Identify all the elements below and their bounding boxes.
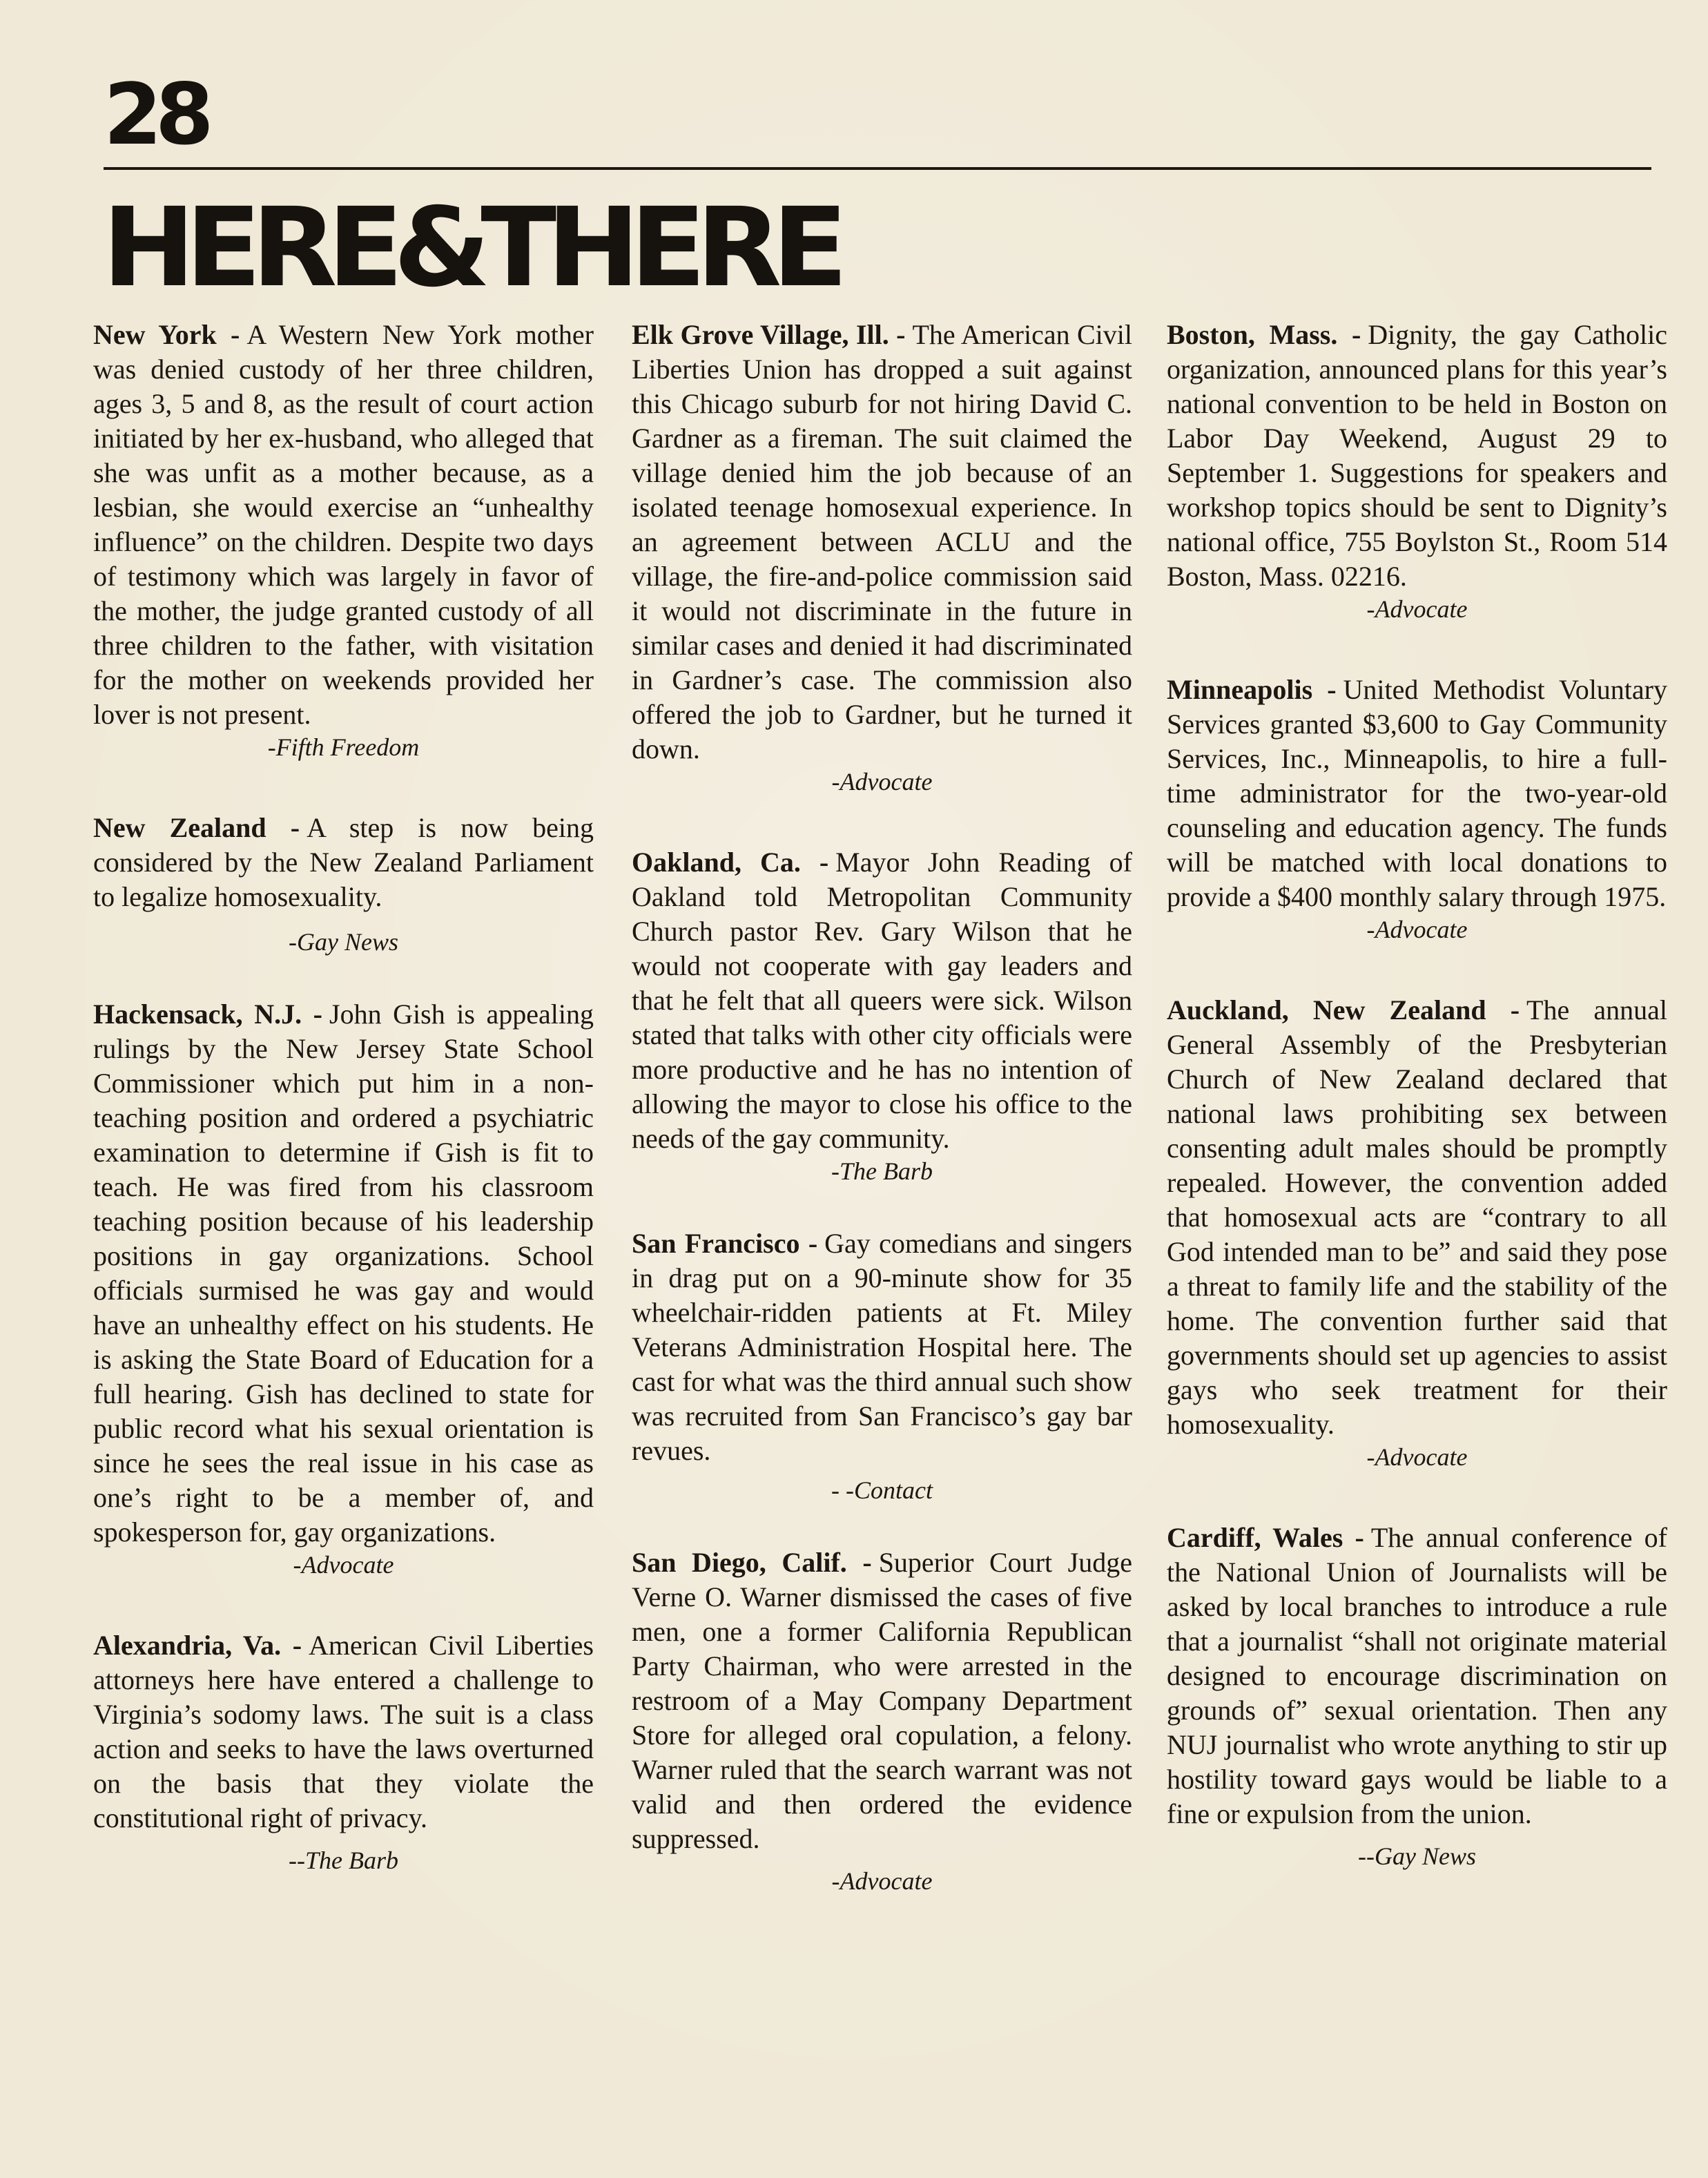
story-body: The annual conference of the National Union of Journalists will be asked by local branches to introduce a rule that a journalist “shall not originate material designed to encourage discrimination on grounds of” sexual orientation. Then any NUJ journalist who wrote anything to stir up hostility toward gays would be liable to a fine or expulsion from the union.: [1167, 1522, 1667, 1829]
story-text: [1167, 1521, 1667, 1831]
story-text: [93, 318, 594, 732]
story-boston: [1167, 318, 1667, 624]
story-body: A step is now being considered by the New Zealand Parliament to legalize homosexuality.: [93, 812, 594, 912]
story-alexandria: [93, 1628, 594, 1876]
story-source: -Advocate: [831, 768, 933, 796]
story-source: -Advocate: [831, 1867, 933, 1895]
story-text: [1167, 993, 1667, 1442]
story-dateline: New York -: [93, 319, 240, 350]
story-dateline: Boston, Mass. -: [1167, 319, 1361, 350]
story-dateline: Alexandria, Va. -: [93, 1630, 302, 1661]
story-dateline: Elk Grove Village, Ill. -: [632, 319, 906, 350]
story-body: American Civil Liberties attorneys here have entered a challenge to Virginia’s sodomy laws. The suit is a class action and seeks to have the laws overturned on the basis that they violate the constitutional right of privacy.: [93, 1630, 594, 1833]
story-source: -Gay News: [289, 928, 398, 956]
story-dateline: Cardiff, Wales -: [1167, 1522, 1364, 1553]
story-auckland: [1167, 993, 1667, 1472]
story-dateline: San Francisco -: [632, 1228, 818, 1259]
story-elk-grove: [632, 318, 1132, 797]
story-text: [1167, 318, 1667, 594]
story-san-francisco: [632, 1226, 1132, 1505]
story-body: John Gish is appealing rulings by the New Jersey State School Commissioner which put him in a non-teaching position and ordered a psychiatric examination to determine if Gish is fit to teach. He was fired from his classroom teaching position because of his leadership positions in gay organizations. School officials surmised he was gay and would have an unhealthy effect on his students. He is asking the State Board of Education for a full hearing. Gish has declined to state for public record what his sexual orientation is since he sees the real issue in his case as one’s right to be a member of, and spokesperson for, gay organizations.: [93, 999, 594, 1548]
story-source: -Advocate: [1366, 1443, 1468, 1471]
story-hackensack: [93, 997, 594, 1580]
story-dateline: Hackensack, N.J. -: [93, 999, 323, 1030]
story-text: [632, 318, 1132, 767]
story-text: [632, 845, 1132, 1156]
story-dateline: San Diego, Calif. -: [632, 1547, 872, 1578]
section-title: HERE&THERE: [102, 184, 838, 311]
story-cardiff: [1167, 1521, 1667, 1871]
story-dateline: Auckland, New Zealand -: [1167, 994, 1520, 1025]
story-body: Superior Court Judge Verne O. Warner dismissed the cases of five men, one a former California Republican Party Chairman, who were arrested in the restroom of a May Company Department Store for alleged oral copulation, a felony. Warner ruled that the search warrant was not valid and then ordered the evidence suppressed.: [632, 1547, 1132, 1854]
story-body: The American Civil Liberties Union has dropped a suit against this Chicago suburb for not hiring David C. Gardner as a fireman. The suit claimed the village denied him the job because of an isolated teenage homosexual experience. In an agreement between ACLU and the village, the fire-and-police commission said it would not discriminate in the future in similar cases and denied it had discriminated in Gardner’s case. The commission also offered the job to Gardner, but he turned it down.: [632, 319, 1133, 764]
story-body: A Western New York mother was denied custody of her three children, ages 3, 5 and 8, as the result of court action initiated by her ex-husband, who alleged that she was unfit as a mother because, as a lesbian, she would exercise an “unhealthy influence” on the children. Despite two days of testimony which was largely in favor of the mother, the judge granted custody of all three children to the father, with visitation for the mother on weekends provided her lover is not present.: [93, 319, 594, 730]
story-body: The annual General Assembly of the Presbyterian Church of New Zealand declared that national laws prohibiting sex between consenting adult males should be promptly repealed. However, the convention added that homosexual acts are “contrary to all God intended man to be” and said they pose a threat to family life and the stability of the home. The convention further said that governments should set up agencies to assist gays who seek treatment for their homosexuality.: [1167, 994, 1667, 1440]
story-body: United Methodist Voluntary Services granted $3,600 to Gay Community Services, Inc., Minneapolis, to hire a full-time administrator for the two-year-old counseling and education agency. The funds will be matched with local donations to provide a $400 monthly salary through 1975.: [1167, 674, 1667, 912]
story-dateline: Minneapolis -: [1167, 674, 1337, 705]
story-san-diego: [632, 1545, 1132, 1896]
story-text: [93, 1628, 594, 1835]
story-dateline: Oakland, Ca. -: [632, 847, 829, 878]
story-source: --Gay News: [1358, 1842, 1476, 1870]
story-oakland: [632, 845, 1132, 1186]
story-body: Mayor John Reading of Oakland told Metropolitan Community Church pastor Rev. Gary Wilson that he would not cooperate with gay leaders and that he felt that all queers were sick. Wilson stated that talks with other city officials were more productive and he has no intention of allowing the mayor to close his office to the needs of the gay community.: [632, 847, 1132, 1154]
story-text: [632, 1545, 1132, 1856]
story-text: [632, 1226, 1132, 1468]
page-number: 28: [104, 66, 207, 164]
story-minneapolis: [1167, 673, 1667, 945]
header-rule: [104, 167, 1651, 170]
column-1: [93, 318, 594, 1876]
story-body: Dignity, the gay Catholic organization, announced plans for this year’s national convention to be held in Boston on Labor Day Weekend, August 29 to September 1. Suggestions for speakers and workshop topics should be sent to Dignity’s national office, 755 Boylston St., Room 514 Boston, Mass. 02216.: [1167, 319, 1667, 592]
story-dateline: New Zealand -: [93, 812, 300, 843]
story-source: -The Barb: [831, 1157, 933, 1185]
story-source: -Advocate: [293, 1551, 394, 1579]
story-text: [93, 811, 594, 914]
column-3: [1167, 318, 1667, 1871]
story-new-york: [93, 318, 594, 762]
column-2: [632, 318, 1132, 1896]
story-text: [93, 997, 594, 1550]
story-text: [1167, 673, 1667, 914]
story-source: -Advocate: [1366, 595, 1468, 623]
story-new-zealand: [93, 811, 594, 957]
story-source: - -Contact: [831, 1476, 933, 1504]
story-source: -Fifth Freedom: [267, 733, 420, 761]
story-body: Gay comedians and singers in drag put on a 90-minute show for 35 wheelchair-ridden patients at Ft. Miley Veterans Administration Hospital here. The cast for what was the third annual such show was recruited from San Francisco’s gay bar revues.: [632, 1228, 1132, 1466]
story-source: -Advocate: [1366, 916, 1468, 943]
story-source: --The Barb: [289, 1847, 398, 1874]
